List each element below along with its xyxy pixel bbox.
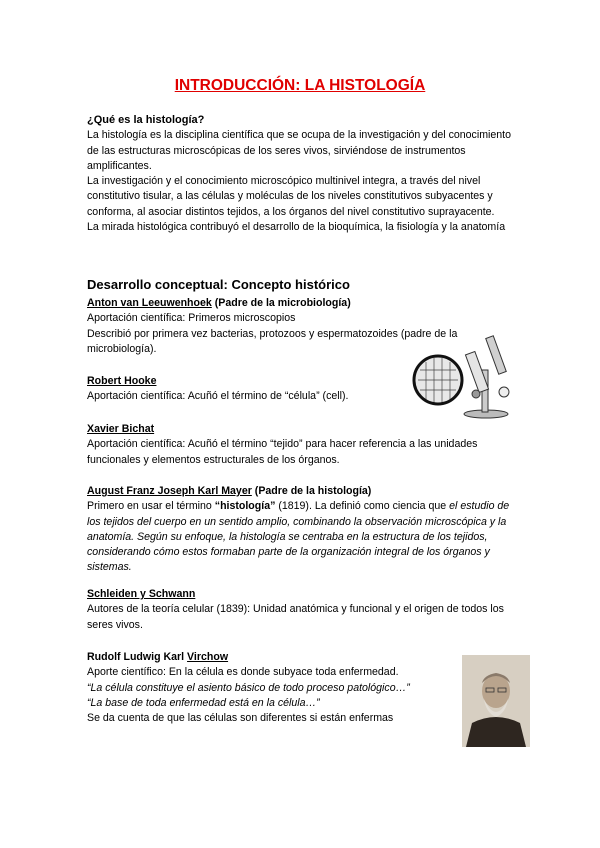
intro-paragraph-3: La mirada histológica contribuyó el desarrollo de la bioquímica, la fisiología y la anatomía (87, 221, 506, 234)
virchow-line-2: Se da cuenta de que las células son diferentes si están enfermas (87, 712, 394, 725)
schleiden-entry (87, 587, 517, 633)
leeuwenhoek-role: (Padre de la microbiología) (211, 297, 351, 309)
mayer-text-1: Primero en usar el término (87, 500, 215, 513)
mayer-entry (87, 484, 517, 576)
mayer-text-3: el estudio de los tejidos del cuerpo en un sentido amplio, combinando la observación microscópica y la anatomía. Según su enfoque, la histología se centraba en la estructura de los tejidos, considerando cómo estos formaban parte de la organización integral de los órganos y sistemas. (87, 500, 510, 574)
intro-paragraph-2: La investigación y el conocimiento microscópico multinivel integra, a través del nivel constitutivo tisular, a las células y moléculas de los niveles constitutivos subyacentes y conforma, al asociar distintos tejidos, a los órganos del nivel constitutivo suprayacente. (87, 175, 495, 218)
mayer-role: (Padre de la histología) (251, 485, 372, 497)
microscope-drawing (464, 336, 509, 418)
virchow-entry (87, 650, 447, 726)
bichat-line-1: Aportación científica: Acuñó el término “tejido” para hacer referencia a las unidades funcionales y elementos estructurales de los órganos. (87, 438, 478, 466)
intro-section (87, 113, 517, 235)
virchow-portrait (462, 655, 530, 747)
leeuwenhoek-line-2: Describió por primera vez bacterias, protozoos y espermatozoides (padre de la microbiología). (87, 327, 458, 355)
section-title: Desarrollo conceptual: Concepto histórico (87, 277, 350, 292)
mayer-name: August Franz Joseph Karl Mayer (87, 485, 252, 497)
hooke-line-1: Aportación científica: Acuñó el término de “célula” (cell). (87, 390, 349, 403)
hooke-name: Robert Hooke (87, 375, 157, 387)
mayer-text-2: (1819). La definió como ciencia que (275, 500, 450, 513)
bichat-name: Xavier Bichat (87, 423, 155, 435)
virchow-name-b: Virchow (187, 651, 229, 663)
bichat-entry (87, 422, 517, 468)
virchow-quote-1: “La célula constituye el asiento básico de todo proceso patológico…” (87, 681, 410, 694)
hooke-entry (87, 374, 387, 405)
virchow-line-1: Aporte científico: En la célula es donde subyace toda enfermedad. (87, 666, 399, 679)
leeuwenhoek-name: Anton van Leeuwenhoek (87, 297, 212, 309)
leeuwenhoek-line-1: Aportación científica: Primeros microscopios (87, 312, 296, 325)
schleiden-name: Schleiden y Schwann (87, 588, 196, 600)
intro-question: ¿Qué es la histología? (87, 114, 205, 126)
virchow-quote-2: “La base de toda enfermedad está en la célula…” (87, 696, 320, 709)
intro-paragraph-1: La histología es la disciplina científica que se ocupa de la investigación y del conocimiento de las estructuras microscópicas de los seres vivos, sirviéndose de instrumentos amplificantes. (87, 129, 512, 172)
virchow-name-a: Rudolf Ludwig Karl (87, 651, 188, 663)
schleiden-line-1: Autores de la teoría celular (1839): Unidad anatómica y funcional y el origen de todos los seres vivos. (87, 603, 504, 631)
page-title: INTRODUCCIÓN: LA HISTOLOGÍA (174, 77, 426, 94)
mayer-term: “histología” (214, 500, 276, 513)
hooke-microscope-illustration (408, 330, 516, 420)
